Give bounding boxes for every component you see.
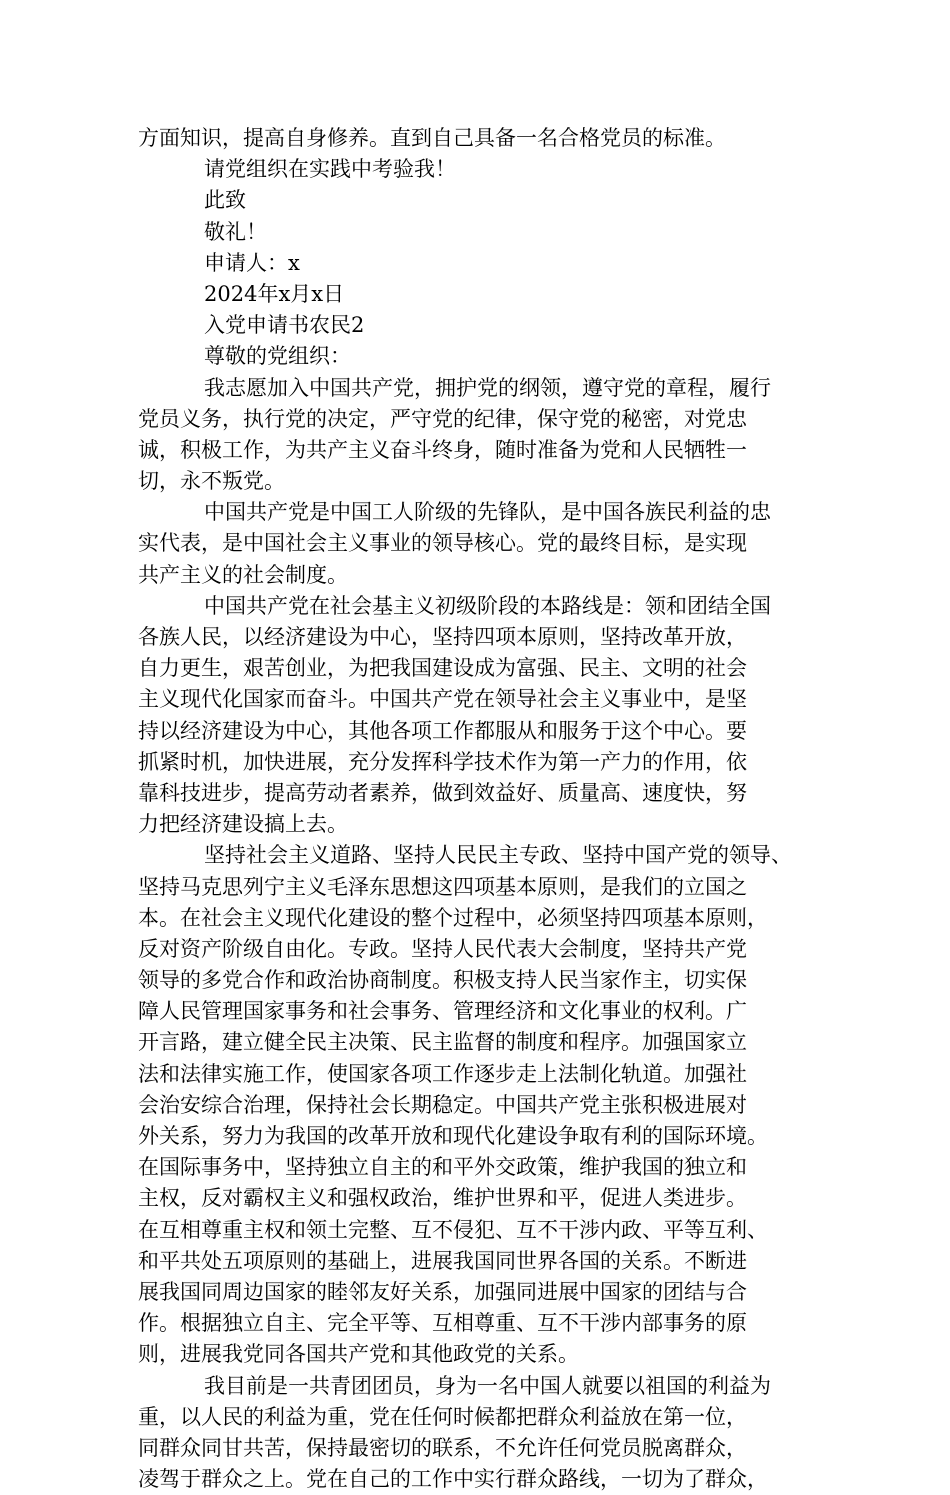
- text-line: 自力更生，艰苦创业，为把我国建设成为富强、民主、文明的社会: [138, 656, 747, 681]
- text-line: 在互相尊重主权和领土完整、互不侵犯、互不干涉内政、平等互利、: [138, 1217, 768, 1242]
- text-line: 共产主义的社会制度。: [138, 562, 348, 587]
- text-line: 诚，积极工作，为共产主义奋斗终身，随时准备为党和人民牺牲一: [138, 437, 747, 462]
- text-line: 作。根据独立自主、完全平等、互相尊重、互不干涉内部事务的原: [138, 1311, 747, 1336]
- text-line: 展我国同周边国家的睦邻友好关系，加强同进展中国家的团结与合: [138, 1279, 747, 1304]
- text-line: 我目前是一共青团团员，身为一名中国人就要以祖国的利益为: [204, 1373, 771, 1398]
- text-line: 2024年x月x日: [204, 281, 345, 306]
- text-line: 和平共处五项原则的基础上，进展我国同世界各国的关系。不断进: [138, 1248, 747, 1273]
- text-line: 尊敬的党组织：: [204, 344, 351, 369]
- text-line: 凌驾于群众之上。党在自己的工作中实行群众路线，一切为了群众，: [138, 1467, 768, 1492]
- text-line: 则，进展我党同各国共产党和其他政党的关系。: [138, 1342, 579, 1367]
- text-line: 敬礼！: [204, 219, 267, 244]
- text-line: 同群众同甘共苦，保持最密切的联系，不允许任何党员脱离群众，: [138, 1435, 747, 1460]
- text-line: 坚持社会主义道路、坚持人民民主专政、坚持中国产党的领导、: [204, 843, 792, 868]
- text-line: 申请人：x: [204, 250, 300, 275]
- text-line: 入党申请书农民2: [204, 313, 365, 338]
- text-line: 反对资产阶级自由化。专政。坚持人民代表大会制度，坚持共产党: [138, 936, 747, 961]
- text-line: 主义现代化国家而奋斗。中国共产党在领导社会主义事业中，是坚: [138, 687, 747, 712]
- text-line: 会治安综合治理，保持社会长期稳定。中国共产党主张积极进展对: [138, 1092, 747, 1117]
- text-line: 方面知识，提高自身修养。直到自己具备一名合格党员的标准。: [138, 126, 726, 150]
- text-line: 中国共产党在社会基主义初级阶段的本路线是：领和团结全国: [204, 593, 771, 618]
- text-line: 靠科技进步，提高劳动者素养，做到效益好、质量高、速度快，努: [138, 780, 747, 805]
- text-line: 切，永不叛党。: [138, 469, 285, 494]
- text-line: 坚持马克思列宁主义毛泽东思想这四项基本原则，是我们的立国之: [138, 874, 747, 899]
- text-line: 开言路，建立健全民主决策、民主监督的制度和程序。加强国家立: [138, 1030, 747, 1055]
- text-line: 在国际事务中，坚持独立自主的和平外交政策，维护我国的独立和: [138, 1155, 747, 1180]
- text-line: 请党组织在实践中考验我！: [204, 157, 456, 182]
- text-line: 中国共产党是中国工人阶级的先锋队，是中国各族民利益的忠: [204, 500, 771, 525]
- text-line: 各族人民，以经济建设为中心，坚持四项本原则，坚持改革开放，: [138, 625, 747, 649]
- text-line: 法和法律实施工作，使国家各项工作逐步走上法制化轨道。加强社: [138, 1061, 747, 1086]
- text-line: 领导的多党合作和政治协商制度。积极支持人民当家作主，切实保: [138, 968, 747, 993]
- text-line: 本。在社会主义现代化建设的整个过程中，必须坚持四项基本原则，: [138, 905, 768, 930]
- text-line: 实代表，是中国社会主义事业的领导核心。党的最终目标，是实现: [138, 531, 747, 556]
- text-line: 外关系，努力为我国的改革开放和现代化建设争取有利的国际环境。: [138, 1124, 768, 1148]
- text-line: 重，以人民的利益为重，党在任何时候都把群众利益放在第一位，: [138, 1404, 747, 1429]
- text-line: 主权，反对霸权主义和强权政治，维护世界和平，促进人类进步。: [138, 1186, 747, 1211]
- text-line: 党员义务，执行党的决定，严守党的纪律，保守党的秘密，对党忠: [138, 406, 747, 431]
- text-line: 障人民管理国家事务和社会事务、管理经济和文化事业的权利。广: [138, 999, 747, 1024]
- document-body: [138, 123, 820, 1495]
- text-line: 力把经济建设搞上去。: [138, 812, 348, 837]
- text-line: 我志愿加入中国共产党，拥护党的纲领，遵守党的章程，履行: [204, 375, 771, 400]
- text-line: 抓紧时机，加快进展，充分发挥科学技术作为第一产力的作用，依: [138, 749, 747, 774]
- text-line: 此致: [204, 188, 246, 213]
- text-line: 持以经济建设为中心，其他各项工作都服从和服务于这个中心。要: [138, 718, 747, 743]
